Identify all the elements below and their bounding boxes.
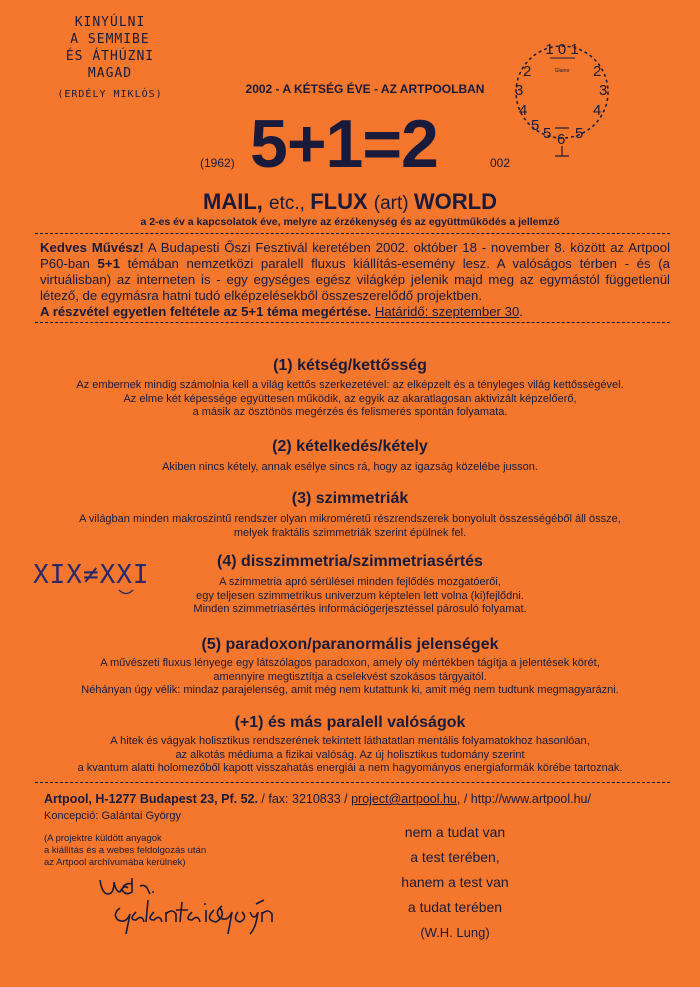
poem-author: (ERDÉLY MIKLÓS) (57, 89, 163, 100)
equation-prefix: (1962) (200, 156, 235, 170)
section-line: Néhányan úgy vélik: mindaz parajelenség, amit még nem kutattunk ki, amit még nem tudtunk megmagyarázni. (81, 684, 619, 696)
email-link[interactable]: project@artpool.hu (351, 792, 457, 806)
archive-note (44, 833, 244, 869)
divider (35, 782, 670, 783)
tagline: a 2-es év a kapcsolatok éve, melyre az érzékenység és az együttműködés a jellemző (140, 216, 560, 228)
concept-credit: Koncepció: Galántai György (44, 810, 181, 822)
section-heading: (3) szimmetriák (291, 490, 409, 507)
xix-symbol: XIX≠XXI (33, 560, 150, 590)
section-line: egy teljesen szimmetrikus univerzum képtelen lett volna (ki)fejlődni. (196, 589, 524, 602)
section-line: a másik az ösztönös megérzés és felismerés spontán folyamata. (192, 406, 508, 418)
poem-line: a test terében, (410, 849, 500, 865)
poem-line: A SEMMIBE (70, 32, 150, 47)
section-body (40, 461, 660, 475)
equation-block (200, 106, 530, 186)
equation-main: 5+1=2 (250, 106, 438, 182)
clock-right-number: 4 (593, 102, 602, 119)
poem-lung (370, 820, 540, 945)
clock-left-number: 2 (523, 63, 532, 80)
footer-contact (44, 792, 684, 806)
intro-text: témában nemzetközi paralell fluxus kiállítás-esemény lesz. A valóságos térben - és (a virtuálisban) az interneten is - egy egységes egész világkép jelenik majd meg az egymástól függetlenül létező, de egymásra hatni tudó elképzelésekből összeszerelődő projektben. (40, 256, 670, 303)
divider (35, 322, 670, 323)
section-line: Az elme két képessége együttesen működik, az egyik az akaratlagosan aktivizált képzelőerő, (123, 392, 577, 405)
section-body (40, 657, 660, 698)
title-part: etc., (269, 193, 311, 214)
clock-bottom-number: 6 (557, 131, 566, 148)
equation-suffix: 002 (490, 156, 511, 170)
title-part: FLUX (310, 189, 374, 214)
poem-line: ÉS ÁTHÚZNI (65, 49, 155, 64)
section-line: Akiben nincs kétely, annak esélye sincs rá, hogy az igazság közelébe jusson. (162, 461, 538, 473)
main-title (0, 189, 700, 215)
divider (35, 233, 670, 234)
section-line: Minden szimmetriasértés információgerjesztéssel párosuló folyamat. (193, 603, 527, 615)
section-line: az alkotás médiuma a fizikai valóság. Az új holisztikus tudomány szerint (175, 748, 525, 761)
section-line: A világban minden makroszintű rendszer olyan mikroméretű részrendszerek bonyolult összességéből áll össze, (79, 513, 621, 525)
section-line: A művészeti fluxus lényege egy látszólagos paradoxon, amely oly mértékben tágítja a jelentések körét, (100, 657, 600, 669)
intro-bold: 5+1 (97, 256, 120, 271)
section-heading: (2) kételkedés/kétely (272, 438, 428, 455)
poem-line: MAGAD (87, 66, 133, 81)
section-line: amennyire megtisztítja a cselekvést szokásos tárgyaitól. (213, 670, 487, 683)
poem-erdely (40, 14, 180, 103)
section-heading: (5) paradoxon/paranormális jelenségek (201, 636, 499, 653)
intro-paragraph: Kedves Művész! A Budapesti Őszi Fesztivál keretében 2002. október 18 - november 8. között az Artpool P60-ban 5+1 témában nemzetközi paralell fluxus kiállítás-esemény lesz. A valóságos térben - és (a virtuálisban) az interneten is - egy egységes egész világkép jelenik majd meg az egymástól függetlenül létező, de egymásra hatni tudó elképzelésekből összeszerelődő projektben. A részvétel egyetlen feltétele az 5+1 téma megértése. Határidő: szeptember 30. (40, 240, 671, 319)
clock-left-number: 3 (515, 82, 524, 99)
section-body (150, 576, 570, 617)
note-line: az Artpool archívumába kerülnek) (44, 857, 186, 868)
signature-image (92, 872, 322, 942)
section-heading: (1) kétség/kettősség (273, 357, 427, 374)
clock-left-number: 5 (531, 117, 540, 134)
clock-bottom-number: 5 (543, 125, 552, 142)
poem-author: (W.H. Lung) (420, 925, 490, 940)
title-part: MAIL, (203, 189, 270, 214)
fax: / fax: 3210833 / (257, 792, 352, 806)
section-line: melyek fraktális szimmetriák szerint épülnek fel. (233, 526, 467, 539)
poem-line: a tudat terében (407, 899, 503, 915)
year-line: 2002 - A KÉTSÉG ÉVE - AZ ARTPOOLBAN (245, 82, 485, 96)
note-line: (A projektre küldött anyagok (44, 833, 162, 844)
deadline: Határidő: szeptember 30 (374, 304, 520, 319)
section-body (40, 513, 660, 540)
section-body (40, 379, 660, 420)
note-line: a kiállítás és a webes feldolgozás után (44, 845, 207, 856)
clock-right-number: 3 (599, 82, 608, 99)
poem-line: nem a tudat van (404, 824, 506, 840)
clock-left-number: 4 (519, 102, 528, 119)
section-heading: (+1) és más paralell valóságok (234, 714, 466, 731)
section-line: a kvantum alatti holomezőből kapott visszahatás energiái a nem hagyományos energiaformák körébe tartoznak. (77, 762, 623, 774)
condition: A részvétel egyetlen feltétele az 5+1 téma megértése (40, 304, 368, 319)
postal-address: Artpool, H-1277 Budapest 23, Pf. 52. (44, 792, 258, 806)
clock-icon (505, 20, 623, 160)
clock-bottom-number: 5 (575, 125, 584, 142)
greeting: Kedves Művész! (40, 240, 144, 255)
section-line: A szimmetria apró sérülései minden fejlődés mozgatóerői, (219, 576, 501, 588)
section-line: Az embernek mindig számolnia kell a világ kettős szerkezetével: az elképzelt és a tényleges világ kettősségével. (76, 379, 624, 391)
smile-mark (118, 589, 134, 596)
section-body (40, 735, 660, 776)
title-part: WORLD (413, 189, 497, 214)
section-line: A hitek és vágyak holisztikus rendszerének tekintett láthatatlan mentális folyamatokhoz hasonlóan, (110, 735, 590, 747)
web-link[interactable]: , / http://www.artpool.hu/ (456, 792, 591, 806)
clock-right-number: 2 (593, 63, 602, 80)
section-heading: (4) disszimmetria/szimmetriasértés (217, 553, 483, 570)
clock-brand: Glamo (554, 68, 570, 74)
poem-line: hanem a test van (401, 874, 509, 890)
intro-text: A Budapesti Őszi Fesztivál keretében 2002. október 18 - november 8. között az Artpool P60-ban (40, 240, 671, 271)
clock-top-label: 1 0 1 (545, 41, 579, 58)
poem-line: KINYÚLNI (74, 15, 146, 30)
title-part: (art) (373, 193, 414, 214)
